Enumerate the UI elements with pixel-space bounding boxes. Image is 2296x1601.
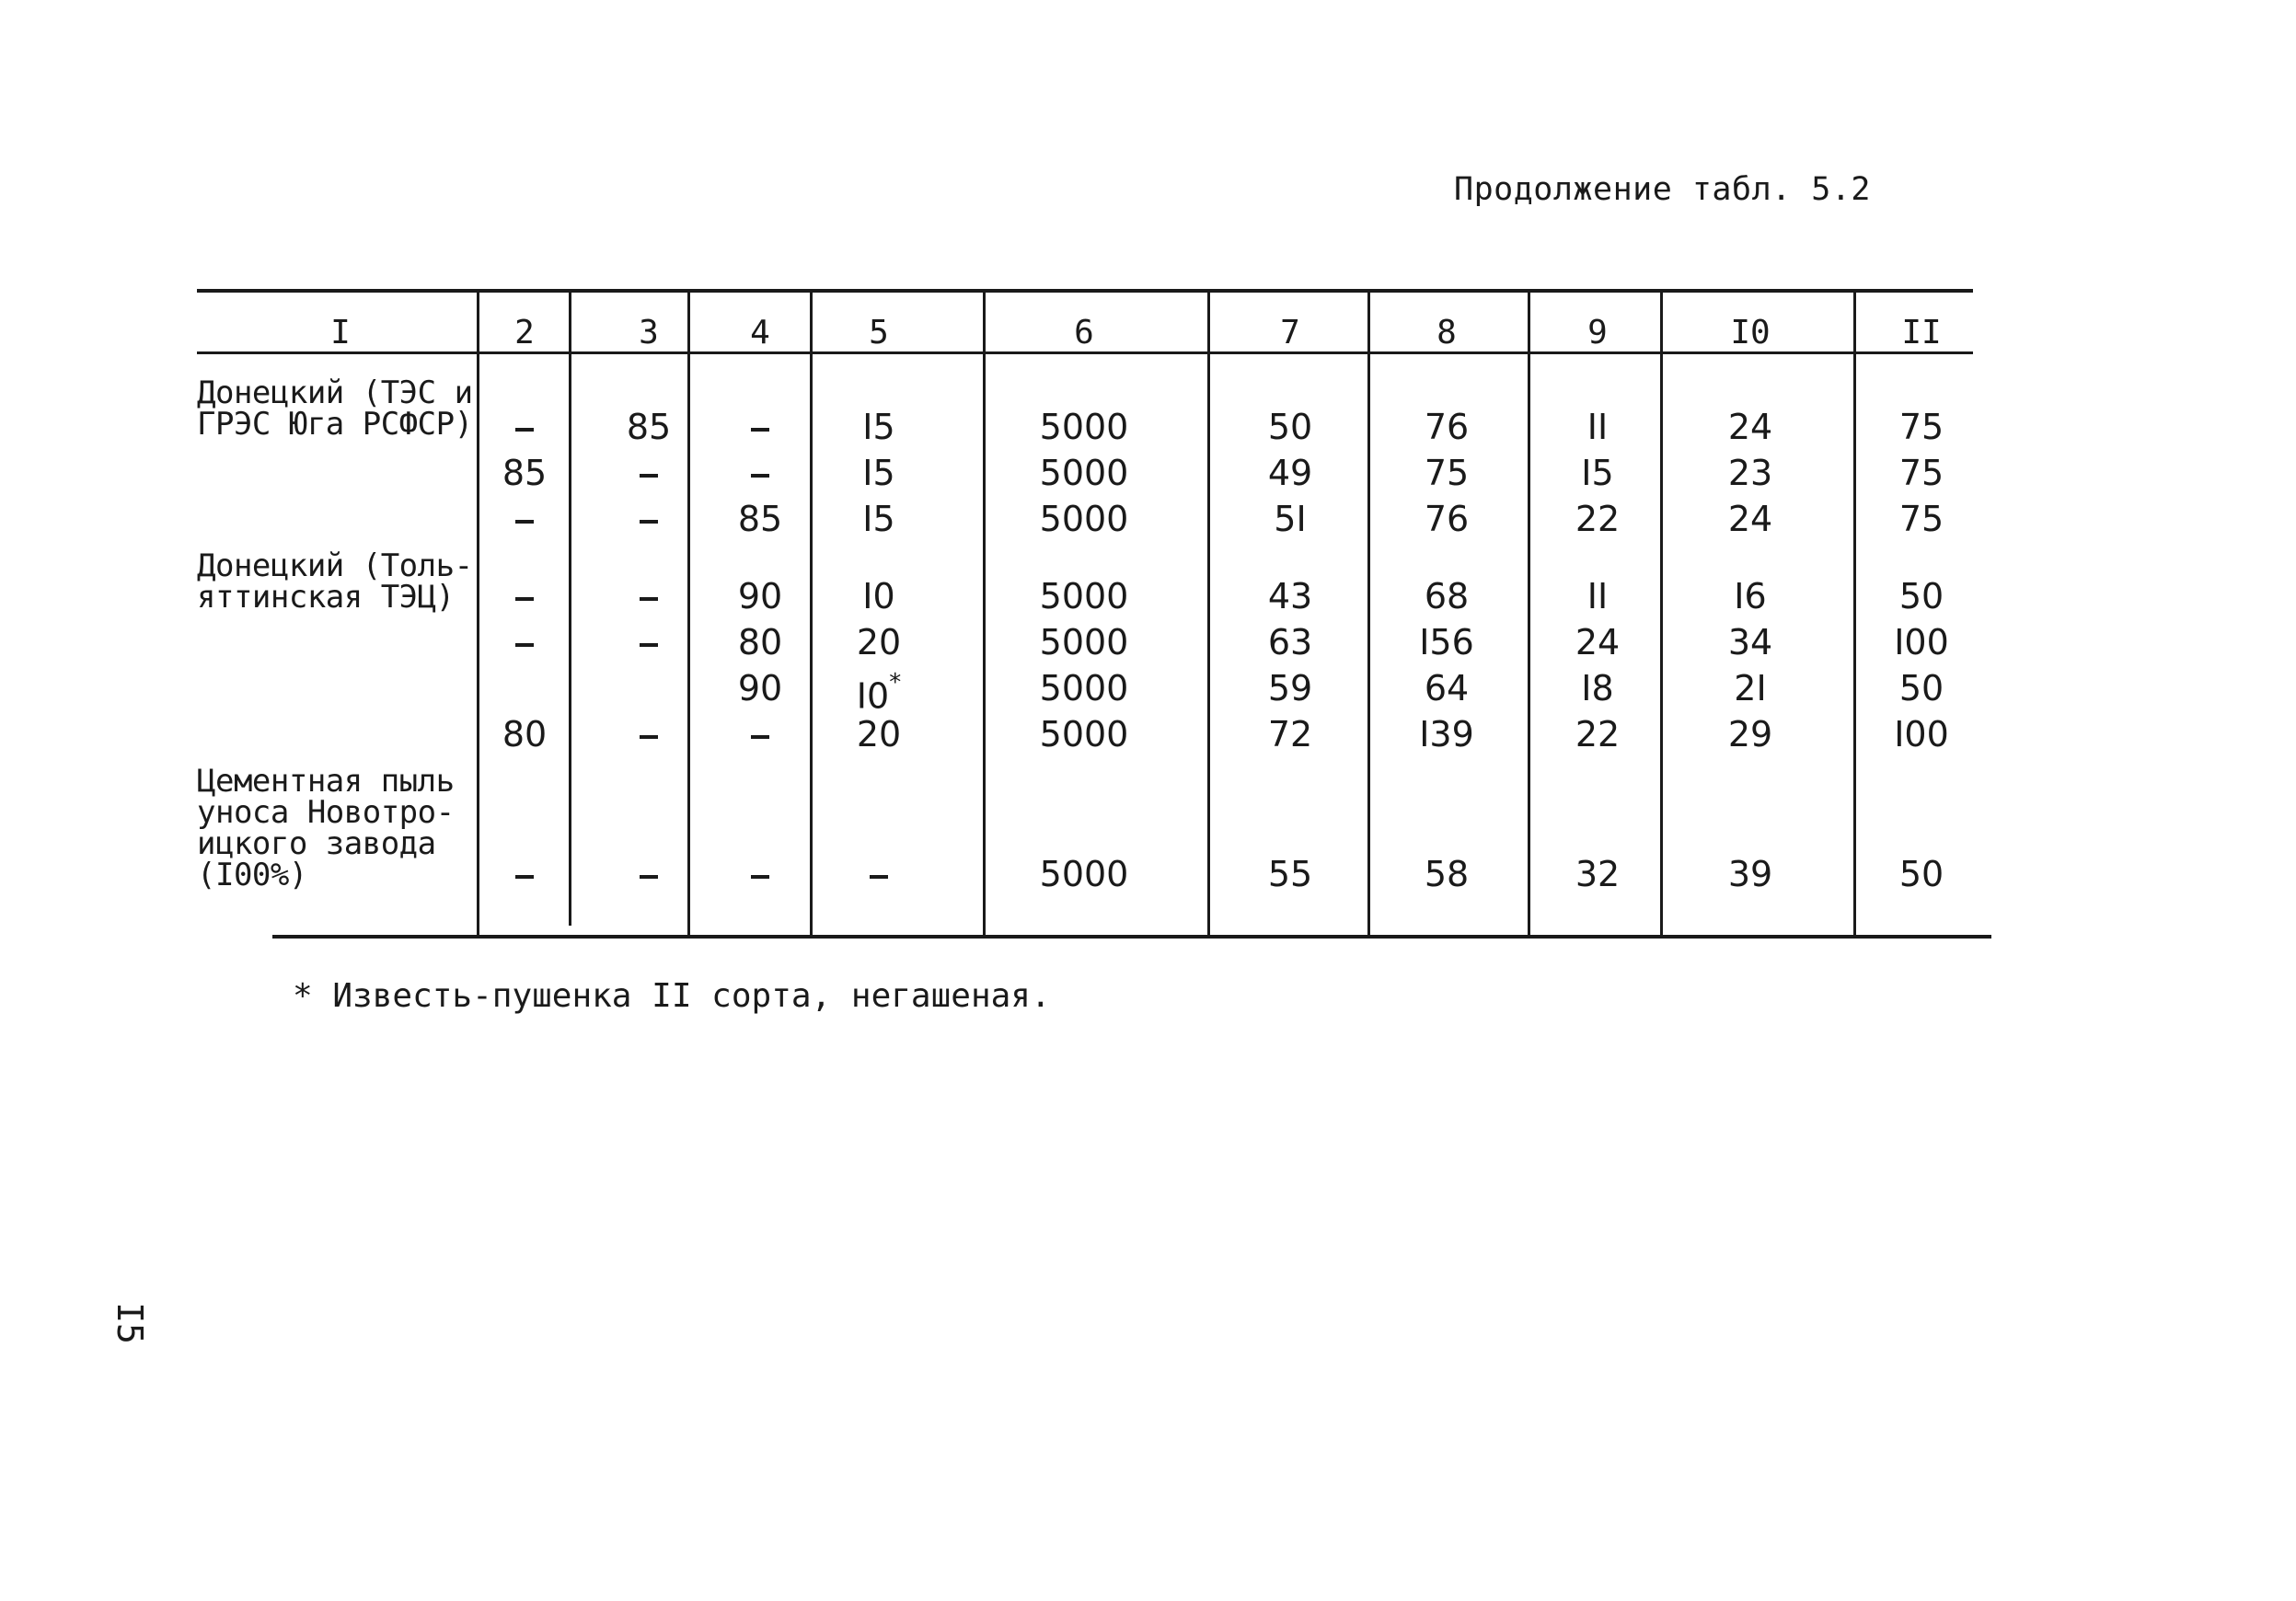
table-cell: 32: [1575, 854, 1621, 894]
table-cell: 90: [737, 668, 783, 708]
row-label-cement-dust: Цементная пыль уноса Новотро- ицкого завода (I00%): [197, 763, 455, 893]
footnote-star: *: [293, 977, 313, 1015]
table-cell: 5000: [1039, 407, 1129, 447]
row-label-donetsk-togliatti: Донецкий (Толь- яттинская ТЭЦ): [197, 547, 473, 616]
header-cell: 7: [1280, 314, 1300, 351]
table-cell: 5000: [1039, 499, 1129, 539]
column-divider: [1528, 291, 1530, 935]
table-cell: [696, 716, 825, 753]
dash-mark: [751, 735, 769, 739]
dash-mark: [870, 875, 888, 879]
table-cell: [584, 716, 713, 753]
table-cell: 64: [1424, 668, 1470, 708]
table-cell: 75: [1898, 453, 1944, 493]
table-cell: 55: [1267, 854, 1313, 894]
dash-mark: [515, 597, 534, 601]
table-cell: 5000: [1039, 714, 1129, 754]
header-cell: 8: [1436, 314, 1457, 351]
table-bottom-rule: [272, 935, 1991, 939]
column-divider: [983, 291, 986, 935]
table-cell: I00: [1894, 622, 1949, 662]
dash-mark: [640, 474, 658, 478]
table-cell: 85: [502, 453, 548, 493]
table-cell: 85: [626, 407, 672, 447]
table-cell: [584, 501, 713, 537]
column-divider: [1367, 291, 1370, 935]
table-cell: 76: [1424, 499, 1470, 539]
table-cell: I8: [1581, 668, 1614, 708]
table-cell: 49: [1267, 453, 1313, 493]
dash-mark: [515, 428, 534, 432]
table-cell: 20: [856, 622, 902, 662]
table-cell: 85: [737, 499, 783, 539]
table-cell: I56: [1419, 622, 1474, 662]
table-cell: 75: [1898, 407, 1944, 447]
table-cell: 50: [1898, 854, 1944, 894]
table-cell: 24: [1727, 407, 1773, 447]
table-cell: [584, 856, 713, 893]
header-cell: 3: [639, 314, 659, 351]
dash-mark: [751, 875, 769, 879]
table-cell: I39: [1419, 714, 1474, 754]
table-cell: 20: [856, 714, 902, 754]
table-cell: 75: [1424, 453, 1470, 493]
header-cell: 9: [1587, 314, 1608, 351]
table-cell: [696, 455, 825, 491]
table-cell: 5000: [1039, 576, 1129, 616]
table-cell: 29: [1727, 714, 1773, 754]
dash-mark: [640, 520, 658, 524]
table-cell: I5: [862, 453, 895, 493]
table-cell: 22: [1575, 714, 1621, 754]
header-cell: I: [330, 314, 351, 351]
table-cell: 5000: [1039, 453, 1129, 493]
table-cell: 2I: [1734, 668, 1767, 708]
dash-mark: [640, 643, 658, 647]
table-top-rule: [197, 289, 1973, 293]
header-cell: 5: [869, 314, 889, 351]
dash-mark: [515, 643, 534, 647]
header-cell: 4: [750, 314, 770, 351]
table-cell: 58: [1424, 854, 1470, 894]
table-cell: I0: [862, 576, 895, 616]
table-cell: [460, 856, 589, 893]
table-cell: [584, 455, 713, 491]
dash-mark: [640, 875, 658, 879]
table-cell: [460, 501, 589, 537]
table-cell: 59: [1267, 668, 1313, 708]
dash-mark: [640, 597, 658, 601]
table-cell: [460, 409, 589, 445]
footnote: [293, 977, 1051, 1015]
table-cell: 39: [1727, 854, 1773, 894]
table-cell: [814, 856, 943, 893]
table-cell: I0*: [856, 669, 902, 717]
header-cell: 2: [514, 314, 535, 351]
table-cell: 22: [1575, 499, 1621, 539]
table-cell: 90: [737, 576, 783, 616]
table-cell: [584, 578, 713, 615]
table-cell: [460, 624, 589, 661]
table-cell: 80: [502, 714, 548, 754]
column-divider: [1207, 291, 1210, 935]
table-cell: 63: [1267, 622, 1313, 662]
footnote-marker: *: [889, 669, 902, 697]
table-cell: 24: [1575, 622, 1621, 662]
dash-mark: [640, 735, 658, 739]
dash-mark: [515, 520, 534, 524]
table-cell: 50: [1267, 407, 1313, 447]
table-cell: I00: [1894, 714, 1949, 754]
table-cell: I5: [862, 407, 895, 447]
table-cell: [696, 409, 825, 445]
table-cell: [696, 856, 825, 893]
header-cell: II: [1901, 314, 1942, 351]
table-caption: Продолжение табл. 5.2: [1454, 171, 1872, 208]
dash-mark: [515, 875, 534, 879]
table-cell: 5000: [1039, 622, 1129, 662]
table-cell: 76: [1424, 407, 1470, 447]
table-cell: 75: [1898, 499, 1944, 539]
table-cell: 23: [1727, 453, 1773, 493]
table-cell: [584, 624, 713, 661]
table-cell: I5: [862, 499, 895, 539]
page-number: I5: [109, 1302, 150, 1344]
dash-mark: [751, 474, 769, 478]
table-header-rule: [197, 351, 1973, 354]
table-cell: 24: [1727, 499, 1773, 539]
table-cell: II: [1586, 407, 1609, 447]
table-cell: 72: [1267, 714, 1313, 754]
table-cell: I5: [1581, 453, 1614, 493]
table-cell: [460, 578, 589, 615]
table-cell: 80: [737, 622, 783, 662]
footnote-text: Известь-пушенка II сорта, негашеная.: [332, 977, 1051, 1015]
table-cell: 43: [1267, 576, 1313, 616]
table-cell: 68: [1424, 576, 1470, 616]
header-cell: 6: [1074, 314, 1094, 351]
header-cell: I0: [1730, 314, 1771, 351]
table-cell: II: [1586, 576, 1609, 616]
table-cell: 5000: [1039, 668, 1129, 708]
table-cell: 50: [1898, 576, 1944, 616]
table-cell: 50: [1898, 668, 1944, 708]
table-cell: 5000: [1039, 854, 1129, 894]
row-label-donetsk-tes: Донецкий (ТЭС и ГРЭС Юга РСФСР): [197, 374, 473, 443]
table-cell: I6: [1734, 576, 1767, 616]
column-divider: [1853, 291, 1856, 935]
table-cell: 34: [1727, 622, 1773, 662]
dash-mark: [751, 428, 769, 432]
table-cell: 5I: [1274, 499, 1307, 539]
